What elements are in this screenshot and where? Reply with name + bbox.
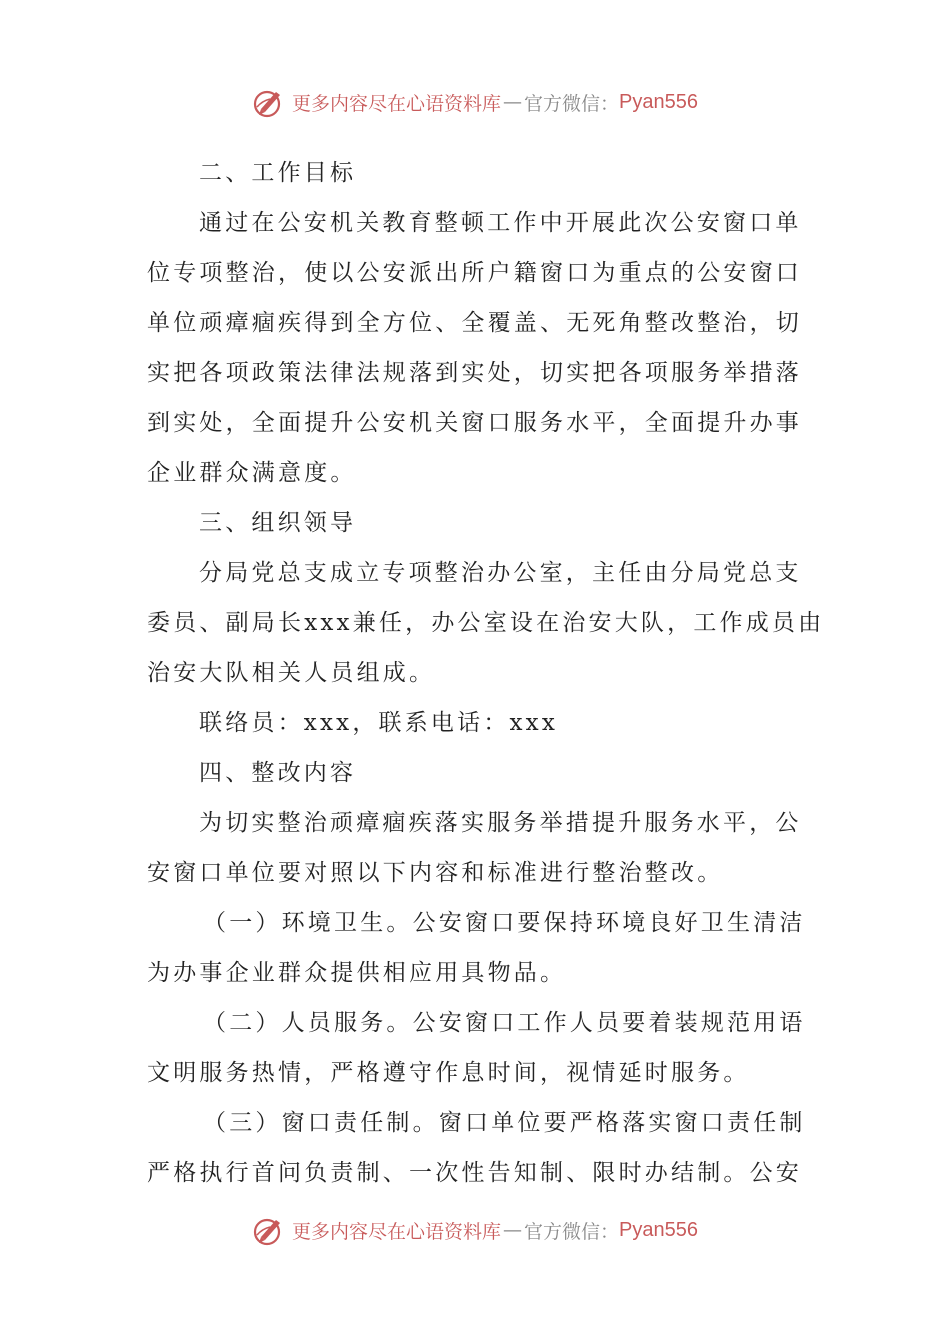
banner-title: 更多内容尽在心语资料库 [292,92,502,115]
pen-logo-icon [252,1213,286,1247]
banner-dash: — [503,1219,523,1241]
pen-logo-icon [252,85,286,119]
paragraph-line: 通过在公安机关教育整顿工作中开展此次公安窗口单 [199,210,802,236]
paragraph-line: 实把各项政策法律法规落到实处，切实把各项服务举措落 [147,360,802,386]
header-watermark-banner [0,80,950,124]
banner-wechat-label: 官方微信： [524,1220,620,1243]
item-environment: （一）环境卫生。公安窗口要保持环境良好卫生清洁 [203,910,806,936]
paragraph-line: 企业群众满意度。 [147,460,357,486]
banner-title: 更多内容尽在心语资料库 [292,1220,502,1243]
paragraph-line: 文明服务热情，严格遵守作息时间，视情延时服务。 [147,1060,750,1086]
paragraph-line: 到实处，全面提升公安机关窗口服务水平，全面提升办事 [147,410,802,436]
paragraph-line: 为切实整治顽瘴痼疾落实服务举措提升服务水平，公 [199,810,802,836]
banner-wechat-label: 官方微信： [524,92,620,115]
paragraph-line: 严格执行首问负责制、一次性告知制、限时办结制。公安 [147,1160,802,1186]
item-responsibility: （三）窗口责任制。窗口单位要严格落实窗口责任制 [203,1110,806,1136]
contact-line: 联络员：xxx，联系电话：xxx [199,710,559,736]
document-body [147,148,825,1198]
paragraph-line: 为办事企业群众提供相应用具物品。 [147,960,567,986]
section-heading-content: 四、整改内容 [199,760,357,786]
paragraph-line: 单位顽瘴痼疾得到全方位、全覆盖、无死角整改整治，切 [147,310,802,336]
item-staff-service: （二）人员服务。公安窗口工作人员要着装规范用语 [203,1010,806,1036]
section-heading-goals: 二、工作目标 [199,160,357,186]
banner-dash: — [503,91,523,113]
paragraph-line: 分局党总支成立专项整治办公室，主任由分局党总支 [199,560,802,586]
banner-wechat-id: Pyan556 [619,90,698,113]
paragraph-line: 治安大队相关人员组成。 [147,660,436,686]
paragraph-line: 位专项整治，使以公安派出所户籍窗口为重点的公安窗口 [147,260,802,286]
section-heading-leadership: 三、组织领导 [199,510,357,536]
banner-wechat-id: Pyan556 [619,1218,698,1241]
paragraph-line: 委员、副局长xxx兼任，办公室设在治安大队，工作成员由 [147,610,825,636]
footer-watermark-banner [0,1208,950,1252]
paragraph-line: 安窗口单位要对照以下内容和标准进行整治整改。 [147,860,724,886]
